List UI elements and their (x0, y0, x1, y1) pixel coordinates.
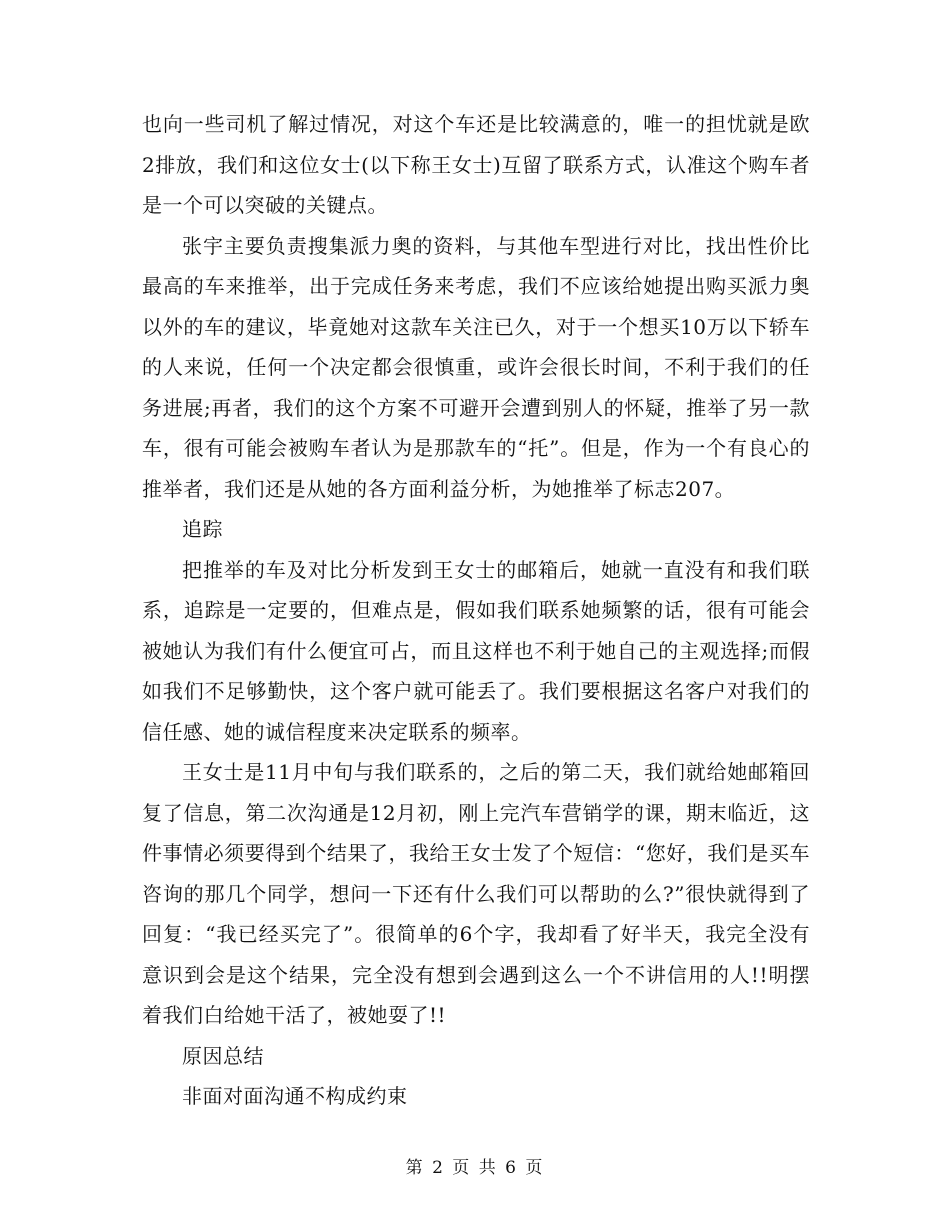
document-body (142, 104, 810, 1117)
paragraph-car-satisfaction: 也向一些司机了解过情况，对这个车还是比较满意的，唯一的担忧就是欧2排放，我们和这位女士(以下称王女士)互留了联系方式，认准这个购车者是一个可以突破的关键点。 (142, 112, 810, 217)
subheading-non-face-to-face: 非面对面沟通不构成约束 (182, 1084, 408, 1108)
paragraph-recommendation: 张宇主要负责搜集派力奥的资料，与其他车型进行对比，找出性价比最高的车来推举，出于完成任务来考虑，我们不应该给她提出购买派力奥以外的车的建议，毕竟她对这款车关注已久，对于一个想买10万以下轿车的人来说，任何一个决定都会很慎重，或许会很长时间，不利于我们的任务进展;再者，我们的这个方案不可避开会遭到别人的怀疑，推举了另一款车，很有可能会被购车者认为是那款车的“托”。但是，作为一个有良心的推举者，我们还是从她的各方面利益分析，为她推举了标志207。 (142, 233, 810, 501)
section-heading-reasons: 原因总结 (182, 1043, 264, 1068)
paragraph-tracking-difficulty: 把推举的车及对比分析发到王女士的邮箱后，她就一直没有和我们联系，追踪是一定要的，但难点是，假如我们联系她频繁的话，很有可能会被她认为我们有什么便宜可占，而且这样也不利于她自己的主观选择;而假如我们不足够勤快，这个客户就可能丢了。我们要根据这名客户对我们的信任感、她的诚信程度来决定联系的频率。 (142, 557, 810, 744)
page-number-footer: 第 2 页 共 6 页 (405, 1158, 545, 1178)
paragraph-follow-up: 王女士是11月中旬与我们联系的，之后的第二天，我们就给她邮箱回复了信息，第二次沟通是12月初，刚上完汽车营销学的课，期末临近，这件事情必须要得到个结果了，我给王女士发了个短信：“您好，我们是买车咨询的那几个同学，想问一下还有什么我们可以帮助的么?”很快就得到了回复：“我已经买完了”。很简单的6个字，我却看了好半天，我完全没有意识到会是这个结果，完全没有想到会遇到这么一个不讲信用的人!!明摆着我们白给她干活了，被她耍了!! (142, 760, 810, 1027)
section-heading-tracking: 追踪 (182, 517, 223, 541)
